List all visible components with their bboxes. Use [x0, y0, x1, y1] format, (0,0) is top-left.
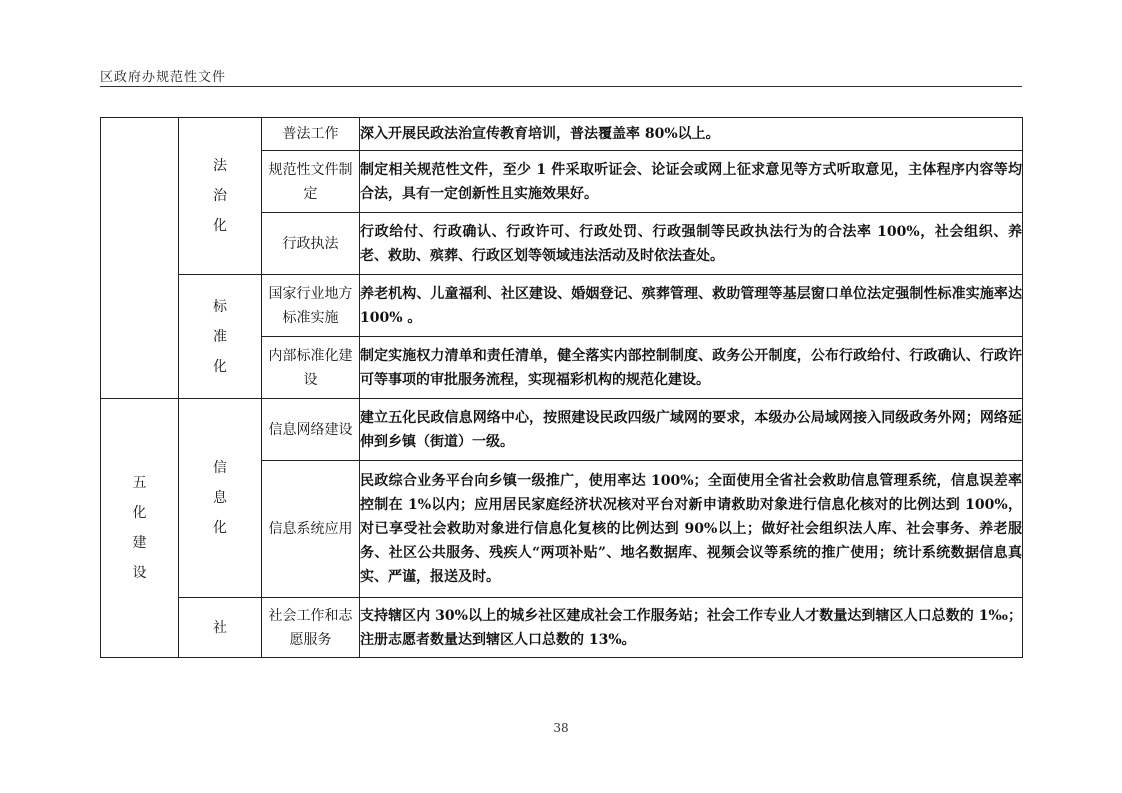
item-cell: 社会工作和志愿服务 [262, 598, 360, 658]
category-cell-empty [101, 118, 179, 399]
table-row [101, 399, 1023, 461]
table-row [101, 118, 1023, 151]
category-cell-wuhua [101, 399, 179, 658]
subcategory-cell-fazhihua [179, 118, 262, 275]
desc-cell: 民政综合业务平台向乡镇一级推广，使用率达 100%；全面使用全省社会救助信息管理系统，信息误差率控制在 1%以内；应用居民家庭经济状况核对平台对新申请救助对象进行信息化核对的比例达到 100%，对已享受社会救助对象进行信息化复核的比例达到 90%以上；做好社会组织法人库、社会事务、养老服务、社区公共服务、残疾人“两项补贴”、地名数据库、视频会议等系统的推广使用；统计系统数据信息真实、严谨，报送及时。 [360, 461, 1023, 598]
subcategory-cell-xinxihua [179, 399, 262, 598]
subcategory-cell-biaozhunhua [179, 275, 262, 399]
desc-cell: 建立五化民政信息网络中心，按照建设民政四级广域网的要求，本级办公局域网接入同级政务外网；网络延伸到乡镇（街道）一级。 [360, 399, 1023, 461]
item-cell: 内部标准化建设 [262, 337, 360, 399]
document-header-title: 区政府办规范性文件 [100, 70, 227, 85]
item-cell: 规范性文件制定 [262, 151, 360, 213]
page-number: 38 [553, 721, 569, 735]
subcategory-label: 标准化 [213, 298, 227, 375]
subcategory-label: 信息化 [213, 460, 227, 536]
item-cell: 信息系统应用 [262, 461, 360, 598]
desc-cell: 深入开展民政法治宣传教育培训，普法覆盖率 80%以上。 [360, 118, 1023, 151]
table-row [101, 275, 1023, 337]
desc-cell: 行政给付、行政确认、行政许可、行政处罚、行政强制等民政执法行为的合法率 100%，社会组织、养老、救助、殡葬、行政区划等领域违法活动及时依法查处。 [360, 213, 1023, 275]
subcategory-label: 法治化 [213, 158, 227, 234]
desc-cell: 制定相关规范性文件，至少 1 件采取听证会、论证会或网上征求意见等方式听取意见，主体程序内容等均合法，具有一定创新性且实施效果好。 [360, 151, 1023, 213]
desc-cell: 支持辖区内 30%以上的城乡社区建成社会工作服务站；社会工作专业人才数量达到辖区人口总数的 1‰；注册志愿者数量达到辖区人口总数的 13%。 [360, 598, 1023, 658]
subcategory-label: 社 [213, 619, 227, 636]
header-rule [100, 86, 1022, 87]
subcategory-cell-she [179, 598, 262, 658]
standards-table [100, 117, 1023, 658]
item-cell: 国家行业地方标准实施 [262, 275, 360, 337]
table-row [101, 598, 1023, 658]
desc-cell: 制定实施权力清单和责任清单，健全落实内部控制制度、政务公开制度，公布行政给付、行政确认、行政许可等事项的审批服务流程，实现福彩机构的规范化建设。 [360, 337, 1023, 399]
item-cell: 信息网络建设 [262, 399, 360, 461]
category-label: 五化建设 [132, 475, 147, 581]
item-cell: 普法工作 [262, 118, 360, 151]
desc-cell: 养老机构、儿童福利、社区建设、婚姻登记、殡葬管理、救助管理等基层窗口单位法定强制性标准实施率达 100% 。 [360, 275, 1023, 337]
item-cell: 行政执法 [262, 213, 360, 275]
